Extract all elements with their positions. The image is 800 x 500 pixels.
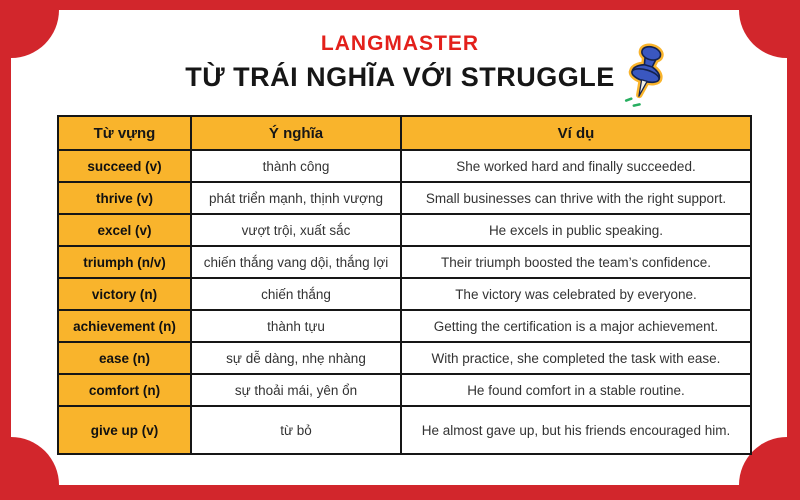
vocab-table-body — [58, 150, 751, 454]
word-cell: ease (n) — [58, 342, 191, 374]
meaning-cell: thành công — [191, 150, 401, 182]
word-cell: excel (v) — [58, 214, 191, 246]
example-cell: Their triumph boosted the team’s confidence. — [401, 246, 751, 278]
header-y-nghia: Ý nghĩa — [191, 116, 401, 150]
example-cell: He almost gave up, but his friends encouraged him. — [401, 406, 751, 454]
vocabulary-table — [57, 115, 752, 455]
page-title: TỪ TRÁI NGHĨA VỚI STRUGGLE — [185, 62, 615, 92]
meaning-cell: thành tựu — [191, 310, 401, 342]
word-cell: succeed (v) — [58, 150, 191, 182]
example-cell: Small businesses can thrive with the right support. — [401, 182, 751, 214]
table-row — [58, 150, 751, 182]
meaning-cell: vượt trội, xuất sắc — [191, 214, 401, 246]
table-row — [58, 246, 751, 278]
table-row — [58, 374, 751, 406]
table-row — [58, 406, 751, 454]
meaning-cell: chiến thắng — [191, 278, 401, 310]
pushpin-icon — [612, 42, 676, 112]
word-cell: give up (v) — [58, 406, 191, 454]
meaning-cell: chiến thắng vang dội, thắng lợi — [191, 246, 401, 278]
example-cell: She worked hard and finally succeeded. — [401, 150, 751, 182]
header-vi-du: Ví dụ — [401, 116, 751, 150]
meaning-cell: sự thoải mái, yên ổn — [191, 374, 401, 406]
table-row — [58, 214, 751, 246]
word-cell: thrive (v) — [58, 182, 191, 214]
example-cell: Getting the certification is a major achievement. — [401, 310, 751, 342]
example-cell: The victory was celebrated by everyone. — [401, 278, 751, 310]
example-cell: He excels in public speaking. — [401, 214, 751, 246]
word-cell: victory (n) — [58, 278, 191, 310]
meaning-cell: sự dễ dàng, nhẹ nhàng — [191, 342, 401, 374]
word-cell: triumph (n/v) — [58, 246, 191, 278]
table-header-row — [58, 116, 751, 150]
table-row — [58, 182, 751, 214]
header-tu-vung: Từ vựng — [58, 116, 191, 150]
example-cell: With practice, she completed the task with ease. — [401, 342, 751, 374]
brand-logo: LANGMASTER — [320, 32, 480, 55]
table-row — [58, 310, 751, 342]
example-cell: He found comfort in a stable routine. — [401, 374, 751, 406]
word-cell: achievement (n) — [58, 310, 191, 342]
table-row — [58, 278, 751, 310]
table-row — [58, 342, 751, 374]
meaning-cell: phát triển mạnh, thịnh vượng — [191, 182, 401, 214]
word-cell: comfort (n) — [58, 374, 191, 406]
meaning-cell: từ bỏ — [191, 406, 401, 454]
